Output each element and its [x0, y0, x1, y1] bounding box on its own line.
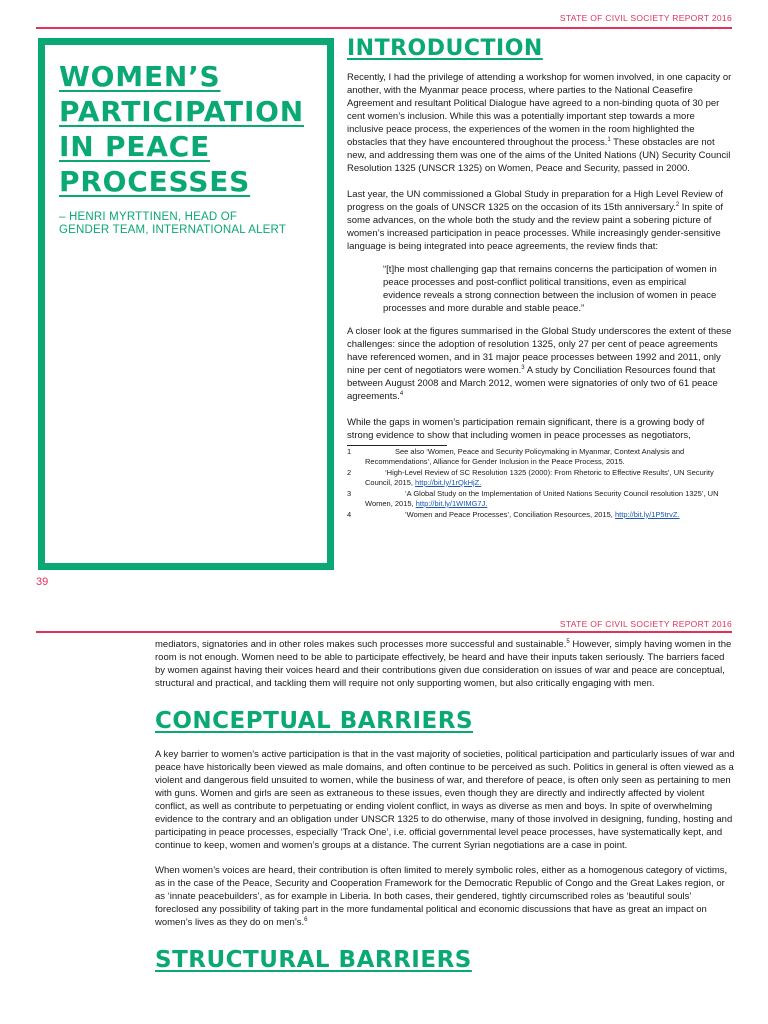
footnote-text: ‘Women and Peace Processes’, Conciliation Resources, 2015,	[405, 509, 615, 519]
footnote-ref[interactable]: 4	[399, 390, 404, 397]
section-heading-conceptual-barriers: CONCEPTUAL BARRIERS	[155, 708, 474, 734]
article-title	[59, 59, 313, 199]
footnote-link[interactable]: http://bit.ly/1rQkHjZ.	[415, 477, 482, 487]
section-heading-structural-barriers: STRUCTURAL BARRIERS	[155, 947, 472, 973]
footnote-number: 3	[347, 488, 352, 498]
paragraph-text: A study by Conciliation Resources found that between August 2008 and March 2012, women were signatories of only two of 61 peace agreements.	[347, 365, 718, 402]
intro-paragraph-3	[347, 325, 733, 403]
footnote-1	[347, 447, 733, 467]
intro-paragraph-4: While the gaps in women’s participation remain significant, there is a growing body of strong evidence to show that including women in peace processes as negotiators,	[347, 417, 705, 441]
author-byline: – HENRI MYRTTINEN, HEAD OF GENDER TEAM, INTERNATIONAL ALERT	[59, 211, 287, 236]
footnote-number: 2	[347, 467, 352, 477]
footnote-body	[365, 468, 733, 488]
paragraph-text: When women’s voices are heard, their contribution is often limited to merely symbolic roles, either as a homogenous category of victims, as in the case of the Peace, Security and Cooperation Framework for the Democratic Republic of Congo and the Great Lakes region, or as ‘innate peacebuilders’, as for example in Liberia. In both cases, their gendered, tightly circumscribed roles as ‘beautiful souls’ foreclosed any possibility of taking part in the more fundamental political and economic discussions that have as great an impact on women’s lives as they do on men’s.	[155, 865, 728, 928]
footnote-4	[347, 510, 733, 520]
conceptual-paragraph-2	[155, 864, 735, 929]
footnote-ref[interactable]: 6	[304, 916, 308, 923]
footnote-body	[365, 489, 733, 509]
footnote-link[interactable]: http://bit.ly/1P5trvZ.	[614, 509, 680, 519]
continued-paragraph	[155, 638, 735, 690]
intro-column	[347, 36, 733, 520]
footnote-divider	[347, 445, 447, 446]
paragraph-text: In spite of some advances, on the whole both the study and the review paint a sobering picture of women’s increased participation in peace processes. While increasingly gender-sensitive language is being integrated into peace agreements, the review finds that:	[347, 202, 723, 252]
title-line: WOMEN’S	[59, 60, 221, 93]
intro-paragraph-2	[347, 188, 733, 253]
section-heading-introduction: INTRODUCTION	[347, 36, 543, 61]
footnote-3	[347, 489, 733, 509]
footnote-link[interactable]: http://bit.ly/1WIMG7J.	[415, 498, 488, 508]
footnote-ref[interactable]: 2	[675, 201, 680, 208]
paragraph-text: mediators, signatories and in other roles makes such processes more successful and sustainable.	[155, 639, 567, 650]
header-rule	[36, 631, 732, 633]
header-rule	[36, 27, 732, 29]
title-line: PROCESSES	[59, 165, 251, 198]
block-quote: “[t]he most challenging gap that remains concerns the participation of women in peace processes and post-conflict political transitions, even as empirical evidence reveals a strong connection between the inclusion of women in peace processes and more durable and stable peace.”	[383, 264, 717, 314]
footnote-ref[interactable]: 1	[607, 136, 611, 143]
conceptual-paragraph-1: A key barrier to women’s active participation is that in the vast majority of societies, political participation and particularly issues of war and peace have historically been viewed as male domains, and often continue to be perceived as such. Politics in general is often viewed as a violent and dangerous field unsuited to women, while the business of war, and therefore of peace, is often only seen as pertaining to men with guns. Women and girls are seen as extraneous to these issues, even though they are directly and indirectly affected by violent conflict, as well as contribute to perpetuating or ending violent conflict, in ways as diverse as men and boys. In spite of overwhelming evidence to the contrary and an obligation under UNSCR 1325 to do otherwise, many of those involved in designing, funding, hosting and participating in peace processes, especially ‘Track One’, i.e. official governmental level peace processes, have systematically kept, and continue to keep, women and women’s groups at a distance. The current Syrian negotiations are a case in point.	[155, 749, 735, 851]
running-head: STATE OF CIVIL SOCIETY REPORT 2016	[559, 13, 732, 23]
footnote-text: See also ‘Women, Peace and Security Policymaking in Myanmar, Context Analysis and Recommendations’, Alliance for Gender Inclusion in the Peace Process, 2015.	[365, 446, 685, 466]
footnote-body	[365, 510, 680, 520]
paragraph-text: These obstacles are not new, and addressing them was one of the aims of the United Nations (UN) Security Council Resolution 1325 (UNSCR 1325) on Women, Peace and Security, passed in 2000.	[347, 137, 731, 174]
paragraph-text: A closer look at the figures summarised in the Global Study underscores the extent of these challenges: since the adoption of resolution 1325, only 27 per cent of peace agreements have referenced women, and in 31 major peace processes between 1992 and 2011, only nine per cent of negotiators were women.	[347, 326, 732, 376]
title-line: PARTICIPATION	[59, 95, 305, 128]
footnote-text: ‘A Global Study on the Implementation of United Nations Security Council resolution 1325’, UN Women, 2015,	[365, 488, 719, 508]
footnote-number: 1	[347, 446, 352, 456]
body-column	[155, 638, 735, 973]
page-number: 39	[36, 576, 49, 588]
footnote-text: ‘High-Level Review of SC Resolution 1325 (2000): From Rhetoric to Effective Results’, UN Security Council, 2015,	[365, 467, 714, 487]
footnote-body	[365, 447, 733, 467]
paragraph-text: Recently, I had the privilege of attending a workshop for women involved, in one capacity or another, with the Myanmar peace process, where parties to the National Ceasefire Agreement and resultant Political Dialogue have agreed to a non-binding quota of 30 per cent women’s inclusion. While this was a potentially important step towards a more inclusive peace process, the experiences of the women in the room highlighted the obstacles that they have encountered throughout the process.	[347, 72, 732, 148]
footnote-ref[interactable]: 3	[521, 364, 525, 371]
paragraph-text: However, simply having women in the room is not enough. Women need to be able to participate effectively, be heard and have their inputs taken seriously. The barriers faced by women against having their voices heard and their contributions given due consideration on issues of war and peace are conceptual, structural and practical, and tackling them will require not only supporting women, but also critically engaging with men.	[155, 639, 732, 689]
footnote-ref[interactable]: 5	[566, 638, 570, 645]
footnote-number: 4	[347, 509, 352, 519]
title-box	[38, 38, 334, 570]
running-head: STATE OF CIVIL SOCIETY REPORT 2016	[559, 619, 732, 629]
paragraph-text: Last year, the UN commissioned a Global Study in preparation for a High Level Review of progress on the goals of UNSCR 1325 on the occasion of its 15th anniversary.	[347, 189, 723, 213]
title-line: IN PEACE	[59, 130, 210, 163]
footnote-2	[347, 468, 733, 488]
intro-paragraph-1	[347, 71, 733, 175]
